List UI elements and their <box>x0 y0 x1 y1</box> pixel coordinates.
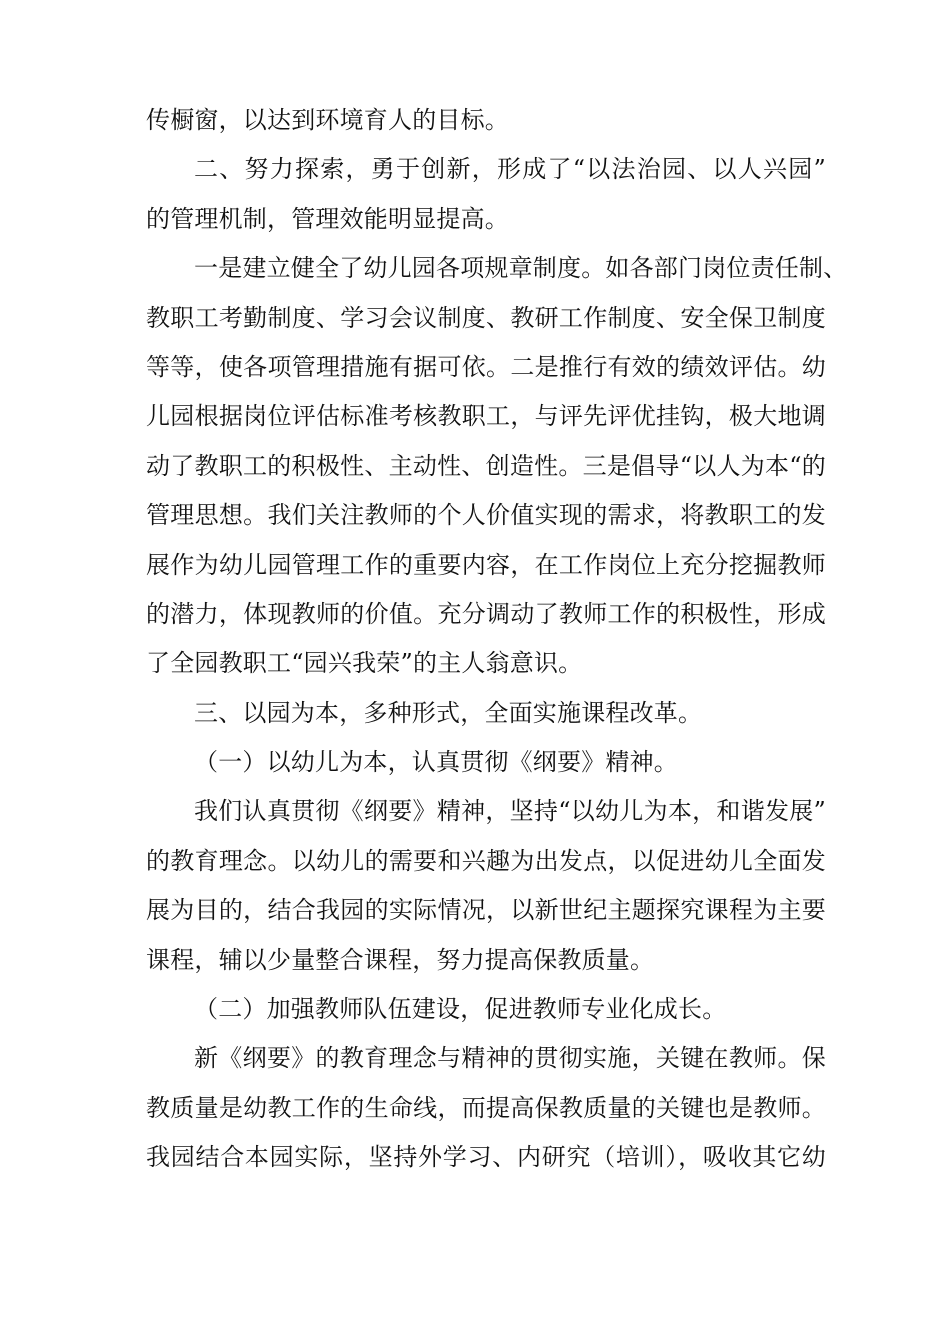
text-line: 传橱窗，以达到环境育人的目标。 <box>146 106 509 134</box>
text-line: 儿园根据岗位评估标准考核教职工，与评先评优挂钩，极大地调 <box>146 402 826 431</box>
text-line: 教职工考勤制度、学习会议制度、教研工作制度、安全保卫制度 <box>146 303 826 332</box>
body-text <box>146 96 848 1183</box>
subsection-heading-2: （二）加强教师队伍建设，促进教师专业化成长。 <box>194 995 727 1024</box>
text-line: 的教育理念。以幼儿的需要和兴趣为出发点，以促进幼儿全面发 <box>146 846 826 875</box>
paragraph-start: 我们认真贯彻《纲要》精神，坚持“以幼儿为本，和谐发展” <box>194 797 826 826</box>
text-line: 管理思想。我们关注教师的个人价值实现的需求，将教职工的发 <box>146 501 826 530</box>
paragraph-start: 一是建立健全了幼儿园各项规章制度。如各部门岗位责任制、 <box>194 254 848 283</box>
text-line: 教质量是幼教工作的生命线，而提高保教质量的关键也是教师。 <box>146 1093 826 1122</box>
text-line: 了全园教职工“园兴我荣”的主人翁意识。 <box>146 649 583 678</box>
text-line: 课程，辅以少量整合课程，努力提高保教质量。 <box>146 945 655 974</box>
text-line: 我园结合本园实际，坚持外学习、内研究（培训），吸收其它幼 <box>146 1143 826 1172</box>
text-line: 等等，使各项管理措施有据可依。二是推行有效的绩效评估。幼 <box>146 352 826 381</box>
subsection-heading-1: （一）以幼儿为本，认真贯彻《纲要》精神。 <box>194 748 678 777</box>
text-line: 展作为幼儿园管理工作的重要内容，在工作岗位上充分挖掘教师 <box>146 550 826 579</box>
text-line: 动了教职工的积极性、主动性、创造性。三是倡导“以人为本“的 <box>146 451 826 480</box>
text-line: 的管理机制，管理效能明显提高。 <box>146 204 509 233</box>
paragraph-start: 新《纲要》的教育理念与精神的贯彻实施，关键在教师。保 <box>194 1044 826 1073</box>
section-heading-2: 二、努力探索，勇于创新，形成了“以法治园、以人兴园” <box>194 155 826 184</box>
text-line: 的潜力，体现教师的价值。充分调动了教师工作的积极性，形成 <box>146 599 826 628</box>
text-line: 展为目的，结合我园的实际情况，以新世纪主题探究课程为主要 <box>146 896 826 925</box>
section-heading-3: 三、以园为本，多种形式，全面实施课程改革。 <box>194 698 703 727</box>
